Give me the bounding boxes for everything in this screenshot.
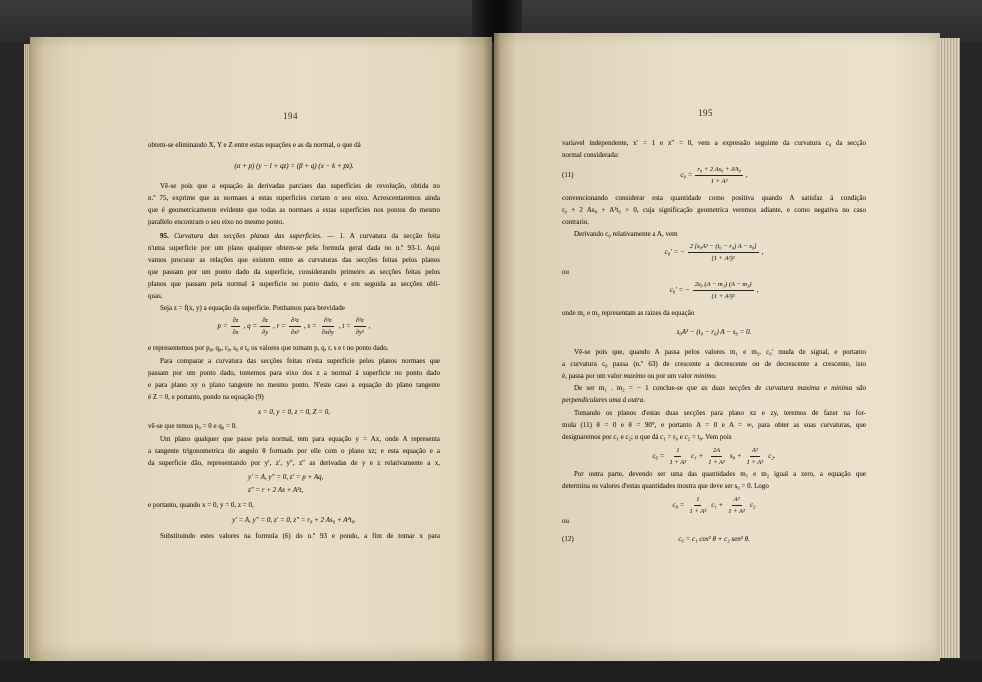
fraction	[706, 446, 727, 467]
numerator: 1	[674, 446, 681, 457]
text-line: a tangente trigonometrica do angulo θ formado por elle com o plano xz; e esta equação e a	[148, 447, 440, 455]
text-line: Substituindo estes valores na formula (6) do n.º 93 e pondo, a fim de tomar x para	[160, 532, 440, 540]
equation: (α + p) (y − l + qz) = (β + q) (x − k + pz).	[234, 162, 354, 170]
equation-lhs: , t =	[338, 322, 351, 330]
fraction	[693, 280, 754, 301]
text-line: ou	[562, 268, 569, 276]
text-line: Derivando c₀ relativamente a A, vem	[574, 230, 678, 238]
numerator: ∂²z	[354, 316, 366, 327]
denominator: ∂y²	[355, 328, 364, 336]
equation-lhs: p =	[217, 322, 228, 330]
denominator: 1 + A²	[669, 458, 687, 466]
text-segment: De ser m₁ . m₂ = − 1 conclue-se que	[574, 384, 698, 392]
denominator: 1 + A²	[708, 458, 725, 466]
text-line: Seja z = f(x, y) a equação da superficie. Ponhamos para brevidade	[160, 304, 345, 312]
text-line: Vê-se pois que, quando A passa pelos valores m₁ e m₂, c₀′ muda de signal, e portanto	[574, 348, 866, 356]
denominator: 1 + A²	[728, 507, 745, 515]
numerator: 2A	[711, 446, 722, 457]
text-line: perpendiculares uma á outra.	[562, 396, 645, 404]
text-line: e portanto, quando x = 0, y = 0, z = 0,	[148, 501, 254, 509]
text-line: designaremos por c₁ e c₂; o que dá c₁ = r₀ e c₂ = t₀. Vem pois	[562, 433, 732, 441]
text-line: Para comparar a curvatura das secções feitas n'esta superficie pelos planos normaes que	[160, 357, 440, 365]
section-title: Curvatura das secções planas das superficies.	[174, 232, 322, 240]
text-line: Vê-se pois que a equação ás derivadas parciaes das superficies de revolução, obtida no	[160, 182, 440, 190]
text-line: ou	[562, 517, 569, 525]
equation	[562, 163, 866, 187]
equation	[562, 278, 866, 302]
text-line: n.º 75, exprime que as normaes a estas superficies cortam o seu eixo. Acrescentaremos ainda	[148, 194, 440, 202]
equation-lhs: c₀ =	[652, 452, 665, 460]
text-line: mula (11) θ = 0 e θ = 90°, e portanto A = 0 e A = ∞, para obter as suas curvaturas, que	[562, 421, 866, 429]
text-line	[562, 370, 866, 382]
equation	[562, 493, 866, 517]
equation: s₀A² − (t₀ − r₀) A − s₀ = 0.	[676, 328, 752, 336]
text-line: vamos procurar as relações que existem entre as curvaturas das secções feitas pelos planos	[148, 256, 440, 264]
text-line: determina os valores d'estas quantidades mostra que deve ser s₀ = 0. Logo	[562, 482, 769, 490]
text-line: que passam por um ponto dado da superficie, considerando primeiro as secções feitas pelos	[148, 268, 440, 276]
text-line	[562, 382, 866, 394]
equation-term: c₂.	[768, 452, 776, 460]
equation-lhs: , q =	[243, 322, 258, 330]
text-segment: ou por um valor	[647, 372, 693, 380]
emphasis: minimo.	[694, 372, 717, 380]
text-line: vê-se que temos p₀ = 0 e q₀ = 0.	[148, 422, 237, 430]
numerator: ∂²z	[322, 316, 334, 327]
text-line: convencionando considerar esta quantidade como positiva quando A satisfaz á condição	[562, 194, 866, 202]
denominator: ∂y	[262, 328, 269, 336]
denominator: (1 + A²)²	[711, 292, 735, 300]
text-line: que é geometricamente evidente que todas as normaes a estas superficies nos pontos do mesmo	[148, 206, 440, 214]
text-line: contrario.	[562, 218, 590, 226]
equation-lhs: c₀ =	[672, 501, 685, 509]
section-number: 95.	[160, 232, 169, 240]
equation: z″ = r + 2 As + A²t,	[248, 486, 304, 494]
text-line: variavel independente, x′ = 1 e x″ = 0, vem a expressão seguinte da curvatura c₀ da secção	[562, 139, 866, 147]
equation-term: c₂	[749, 501, 756, 509]
fraction	[289, 316, 301, 337]
equation-number: (12)	[562, 535, 574, 543]
equation-term: s₀ +	[729, 452, 742, 460]
equation-punctuation: ,	[368, 322, 371, 330]
fraction	[726, 495, 747, 516]
numerator: A²	[750, 446, 760, 457]
numerator: 2s₀ (A − m₁) (A − m₂)	[693, 280, 754, 291]
equation-lhs: c₀′ = −	[669, 286, 690, 294]
text-segment: é, passa por um valor	[562, 372, 622, 380]
left-text-column	[148, 0, 440, 682]
denominator: ∂x	[232, 328, 239, 336]
denominator: 1 + A²	[710, 177, 728, 185]
equation-lhs: c₀ =	[680, 171, 693, 179]
fraction	[667, 446, 688, 467]
fraction	[688, 495, 709, 516]
equation-punctuation: ,	[761, 248, 764, 256]
text-line: é Z = 0, e portanto, pondo na equação (9)	[148, 393, 264, 401]
section-heading-line	[148, 230, 440, 242]
page-number: 195	[698, 108, 713, 118]
denominator: (1 + A²)²	[711, 254, 735, 262]
emphasis: maximo	[623, 372, 646, 380]
text-line: passam por um ponto dado, tomemos para eixo dos z a normal á superficie no ponto dado	[148, 369, 440, 377]
equation: y′ = A, y″ = 0, z′ = 0, z″ = r₀ + 2 As₀ + A²t₀.	[232, 516, 356, 524]
text-line: e para plano xy o plano tangente no mesmo ponto. N'este caso a equação do plano tangente	[148, 381, 440, 389]
text-line: da superficie dão, representando por y′, z′, y″, z″ as derivadas de y e z relativamente a x,	[148, 459, 440, 467]
equation-lhs: , s =	[303, 322, 317, 330]
equation	[562, 444, 866, 468]
page-edges-right	[940, 38, 960, 658]
page-number: 194	[283, 111, 298, 121]
text-line: quas.	[148, 292, 163, 300]
text-line: planos que passam pela normal á superficie no ponto dado, e em seguida as secções obli-	[148, 280, 440, 288]
text-line: parallelo encontram o seu eixo no mesmo ponto.	[148, 218, 285, 226]
denominator: ∂x∂y	[321, 328, 334, 336]
equation-number: (11)	[562, 171, 574, 179]
text-line: n'uma superficie por um plano qualquer obtem-se pela formula geral dada no n.º 93-1. Aqui	[148, 244, 440, 252]
numerator: A²	[732, 495, 742, 506]
section-text: — 1. A curvatura da secção feita	[327, 232, 440, 240]
numerator: 2 [s₀A² − (t₀ − r₀) A − s₀]	[688, 242, 759, 253]
numerator: ∂²z	[289, 316, 301, 327]
equation-punctuation: ,	[756, 286, 759, 294]
equation-term: c₁ +	[691, 452, 704, 460]
numerator: ∂z	[231, 316, 241, 327]
fraction	[320, 316, 336, 337]
text-line: Por outra parte, devendo ser uma das quantidades m₁ e m₂ igual a zero, a equação que	[574, 470, 866, 478]
equation	[148, 314, 440, 338]
denominator: ∂x²	[290, 328, 299, 336]
text-line: r₀ + 2 As₀ + A²t₀ > 0, cuja significação geometrica veremos adiante, e como negativa no caso	[562, 206, 866, 214]
right-text-column	[562, 0, 866, 682]
fraction	[688, 242, 759, 263]
equation-formula: c₀ = c₁ cos² θ + c₂ sen² θ.	[678, 535, 750, 543]
equation	[562, 533, 866, 545]
equation-punctuation: ,	[745, 171, 748, 179]
denominator: 1 + A²	[689, 507, 707, 515]
equation-lhs: c₀′ = −	[664, 248, 685, 256]
text-line: e representemos por p₀, q₀, r₀, s₀ e t₀ os valores que tomam p, q, r, s e t no ponto dado.	[148, 344, 389, 352]
denominator: 1 + A²	[746, 458, 764, 466]
fraction	[695, 165, 742, 186]
equation: x = 0, y = 0, z = 0, Z = 0,	[258, 408, 330, 416]
equation: y′ = A, y″ = 0, z′ = p + Aq,	[248, 473, 324, 481]
numerator: r₀ + 2 As₀ + A²t₀	[695, 165, 742, 176]
fraction	[354, 316, 366, 337]
fraction	[230, 316, 240, 337]
text-line: a curvatura c₀ passa (n.º 63) de crescente a decrescente ou de decrescente a crescente, isto	[562, 360, 866, 368]
text-line: Tomando os planos d'estas duas secções para plano xz e zy, teremos de fazer na for-	[574, 409, 866, 417]
equation-lhs: , r =	[273, 322, 286, 330]
text-line: normal considerada:	[562, 151, 619, 159]
text-line: obtem-se eliminando X, Y e Z entre estas equações e as da normal, o que dá	[148, 141, 361, 149]
text-line: onde m₁ e m₂ representam as raizes da equação	[562, 309, 695, 317]
text-line: Um plano qualquer que passe pela normal, tem para equação y = Ax, onde A representa	[160, 435, 440, 443]
equation	[562, 240, 866, 264]
fraction	[260, 316, 270, 337]
equation-term: c₁ +	[711, 501, 724, 509]
fraction	[745, 446, 766, 467]
numerator: 1	[694, 495, 701, 506]
numerator: ∂z	[260, 316, 270, 327]
emphasis: as duas secções de curvatura maxima e minima são	[701, 384, 867, 392]
